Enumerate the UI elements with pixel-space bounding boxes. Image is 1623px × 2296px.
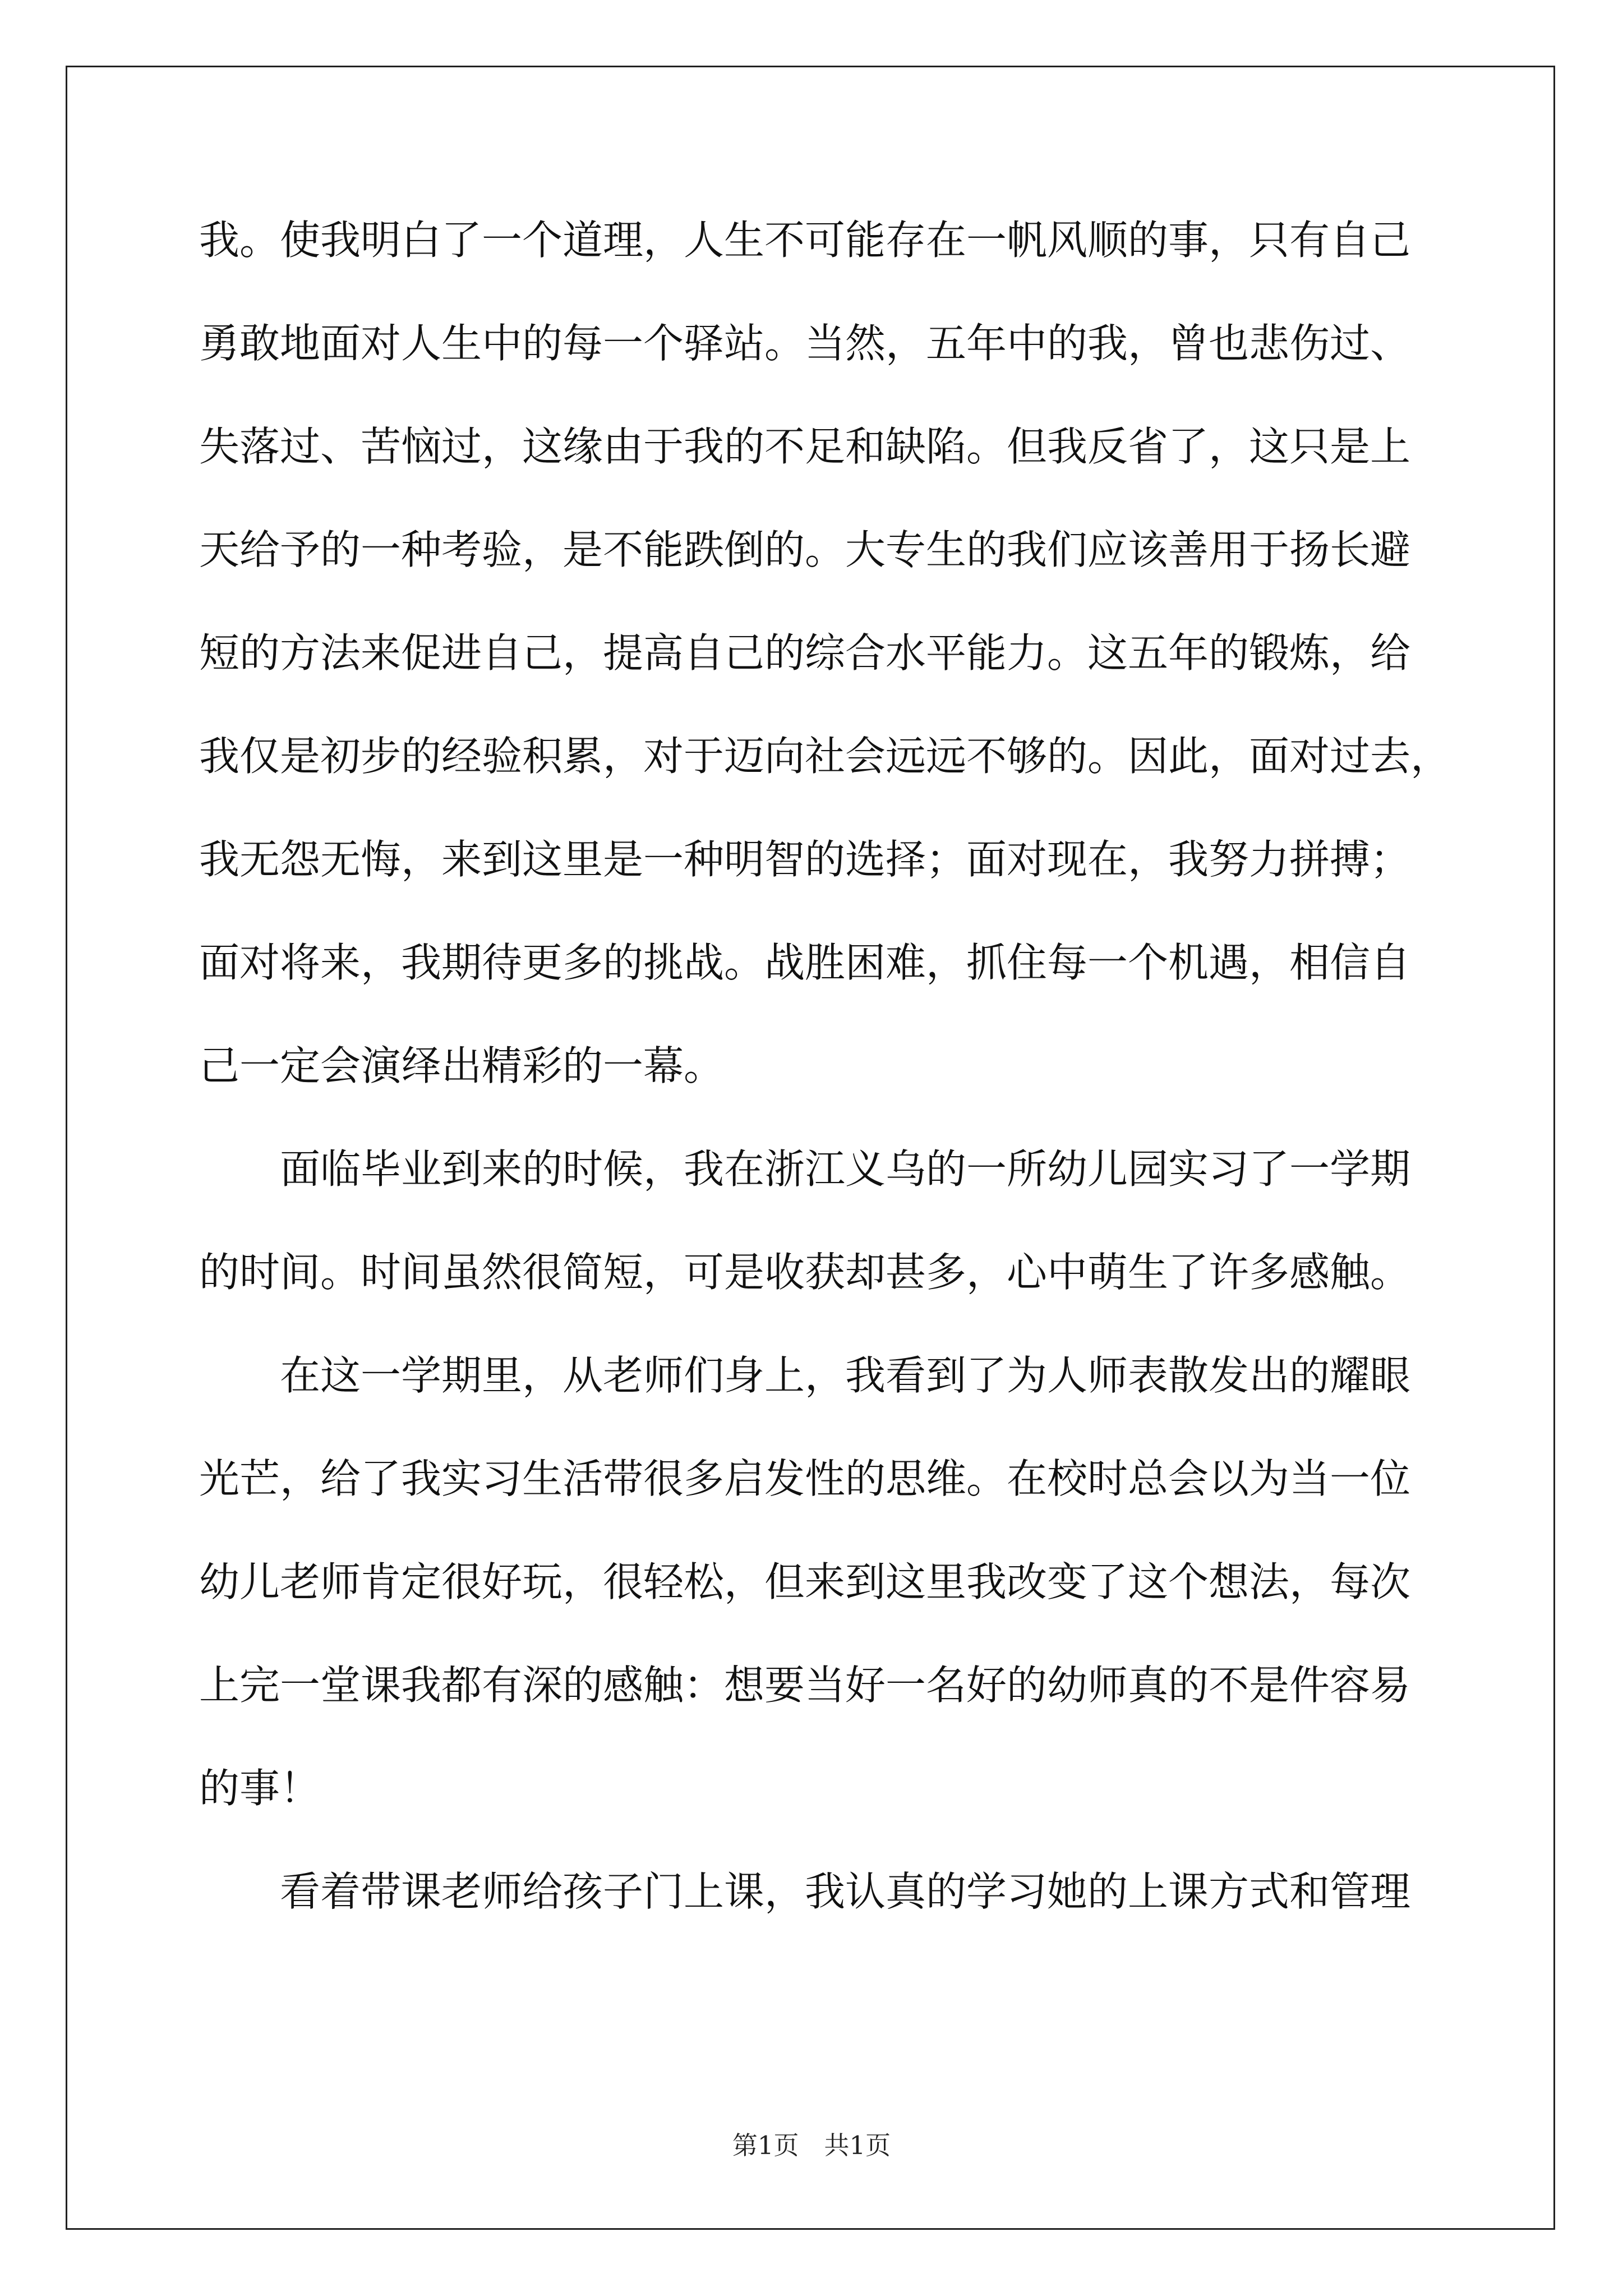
text-line: 光芒，给了我实习生活带很多启发性的思维。在校时总会以为当一位 xyxy=(199,1455,1411,1502)
text-line: 己一定会演绎出精彩的一幕。 xyxy=(199,1042,725,1089)
text-line: 上完一堂课我都有深的感触：想要当好一名好的幼师真的不是件容易 xyxy=(199,1662,1411,1709)
text-line: 失落过、苦恼过，这缘由于我的不足和缺陷。但我反省了，这只是上 xyxy=(199,423,1411,470)
text-line: 短的方法来促进自己，提高自己的综合水平能力。这五年的锻炼，给 xyxy=(199,629,1411,677)
text-line: 的事！ xyxy=(199,1765,321,1812)
text-line: 天给予的一种考验，是不能跌倒的。大专生的我们应该善用于扬长避 xyxy=(199,526,1411,573)
text-line: 的时间。时间虽然很简短，可是收获却甚多，心中萌生了许多感触。 xyxy=(199,1249,1411,1296)
text-line: 我。使我明白了一个道理，人生不可能存在一帆风顺的事，只有自己 xyxy=(199,217,1411,264)
paragraph-first-line: 看着带课老师给孩子门上课，我认真的学习她的上课方式和管理 xyxy=(280,1868,1411,1915)
paragraph-first-line: 面临毕业到来的时候，我在浙江义乌的一所幼儿园实习了一学期 xyxy=(280,1145,1411,1193)
text-line: 我仅是初步的经验积累，对于迈向社会远远不够的。因此，面对过去， xyxy=(199,733,1451,780)
text-line: 勇敢地面对人生中的每一个驿站。当然，五年中的我，曾也悲伤过、 xyxy=(199,320,1411,367)
page-number-footer: 第1页 共1页 xyxy=(732,2131,891,2160)
text-line: 幼儿老师肯定很好玩，很轻松，但来到这里我改变了这个想法，每次 xyxy=(199,1558,1411,1605)
text-line: 我无怨无悔，来到这里是一种明智的选择；面对现在，我努力拼搏； xyxy=(199,836,1411,883)
paragraph-first-line: 在这一学期里，从老师们身上，我看到了为人师表散发出的耀眼 xyxy=(280,1352,1411,1399)
text-line: 面对将来，我期待更多的挑战。战胜困难，抓住每一个机遇，相信自 xyxy=(199,939,1411,986)
